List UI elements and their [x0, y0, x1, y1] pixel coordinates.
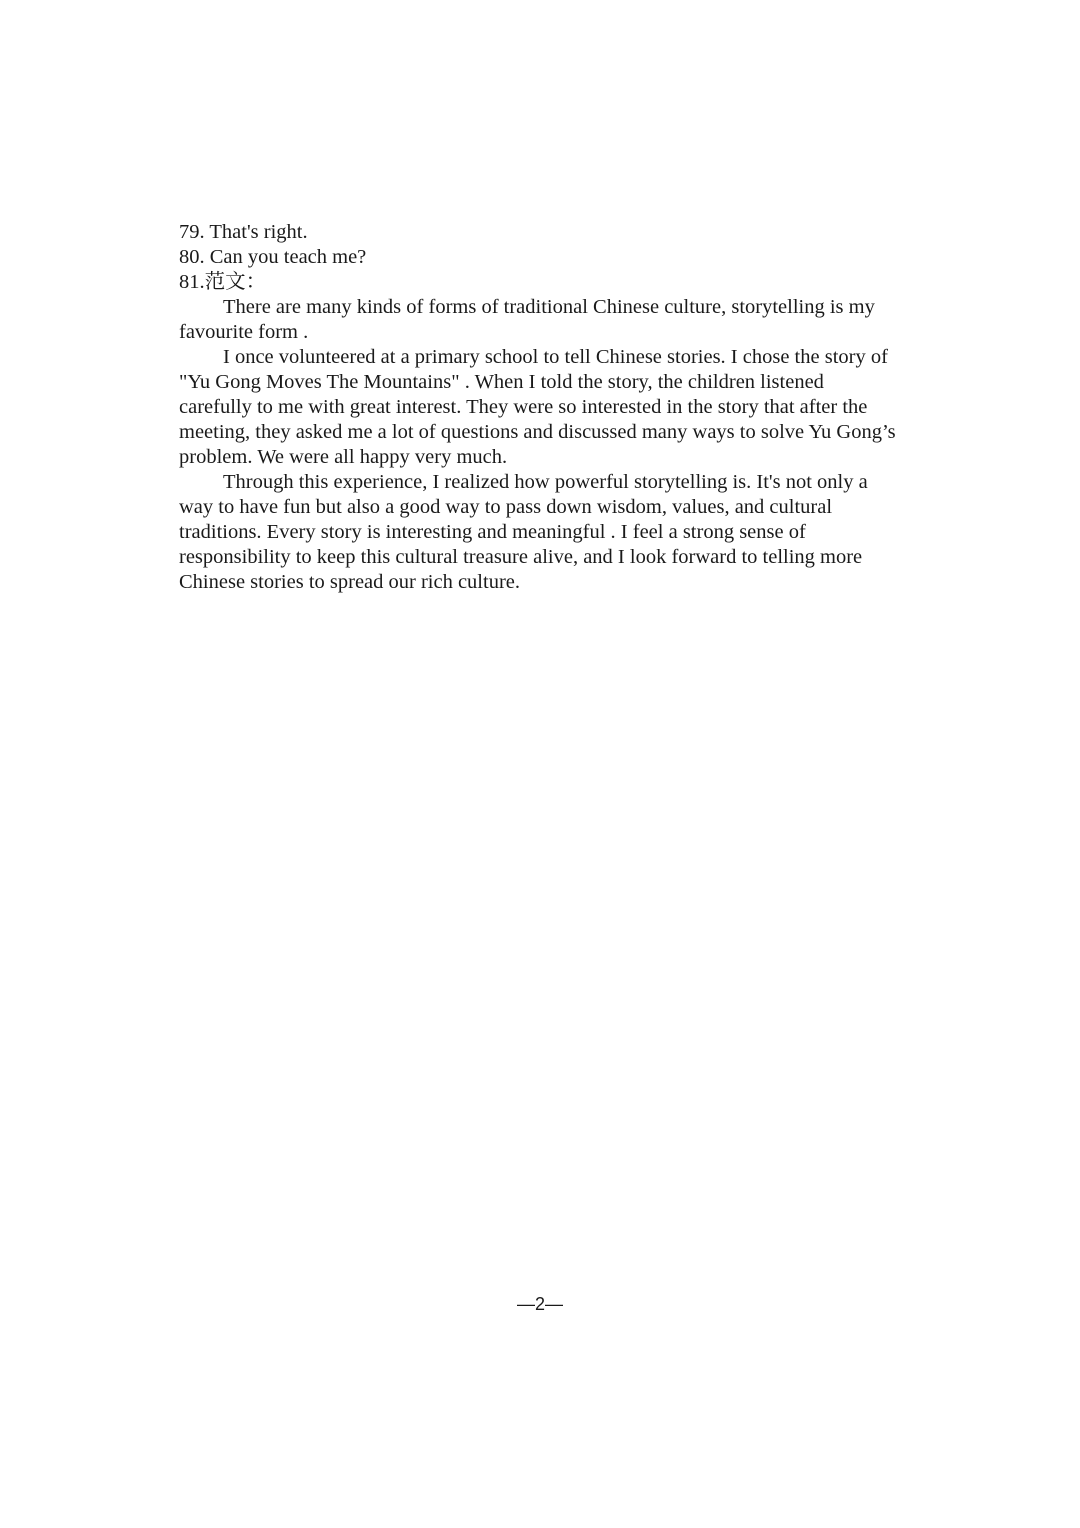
page-number: —2—	[516, 1294, 563, 1314]
essay-paragraph-1: There are many kinds of forms of traditional Chinese culture, storytelling is my favourite form .	[179, 296, 875, 343]
answer-content	[179, 220, 901, 595]
answer-81-heading: 81.范文：	[179, 271, 267, 293]
essay-paragraph-2: I once volunteered at a primary school to tell Chinese stories. I chose the story of "Yu Gong Moves The Mountains" . When I told the story, the children listened carefully to me with great interest. They were so interested in the story that after the meeting, they asked me a lot of questions and discussed many ways to solve Yu Gong’s problem. We were all happy very much.	[179, 346, 896, 468]
essay-paragraph-3: Through this experience, I realized how powerful storytelling is. It's not only a way to have fun but also a good way to pass down wisdom, values, and cultural traditions. Every story is interesting and meaningful . I feel a strong sense of responsibility to keep this cultural treasure alive, and I look forward to telling more Chinese stories to spread our rich culture.	[179, 471, 868, 593]
answer-80: 80. Can you teach me?	[179, 246, 367, 268]
answer-79: 79. That's right.	[179, 221, 308, 243]
